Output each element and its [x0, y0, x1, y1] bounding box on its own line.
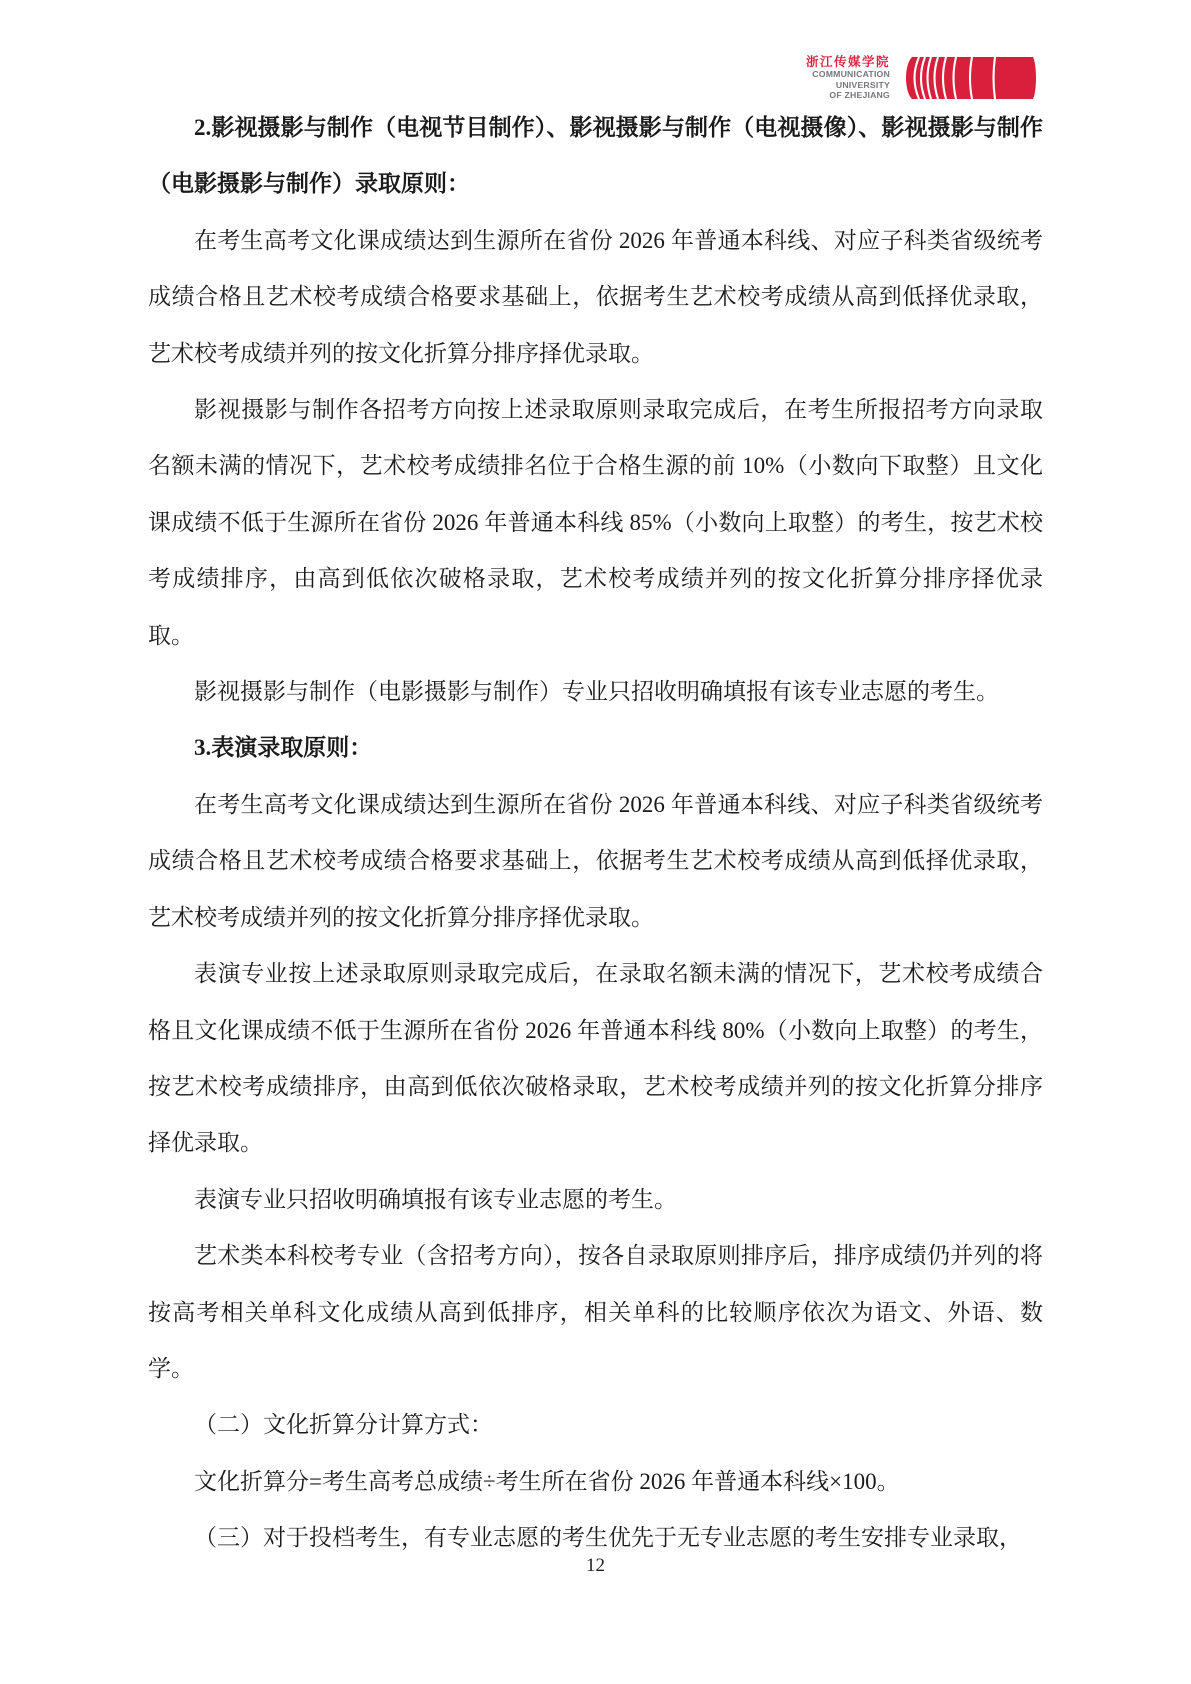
page-number: 12 — [586, 1555, 605, 1576]
university-name-chinese: 浙江传媒学院 — [805, 54, 890, 69]
section-heading-3: 3.表演录取原则： — [194, 735, 373, 761]
doc-paragraph: 在考生高考文化课成绩达到生源所在省份 2026 年普通本科线、对应子科类省级统考成绩合格且艺术校考成绩合格要求基础上，依据考生艺术校考成绩从高到低择优录取，艺术校考成绩并列的按文化折算分排序择优录取。 — [148, 227, 1043, 366]
document-body — [148, 100, 1043, 1567]
doc-paragraph: 表演专业只招收明确填报有该专业志愿的考生。 — [194, 1186, 677, 1212]
logo-flag-icon — [899, 56, 1039, 100]
doc-paragraph: 表演专业按上述录取原则录取完成后，在录取名额未满的情况下，艺术校考成绩合格且文化课成绩不低于生源所在省份 2026 年普通本科线 80%（小数向上取整）的考生，按艺术校考成绩排序，由高到低依次破格录取，艺术校考成绩并列的按文化折算分排序择优录取。 — [148, 961, 1043, 1156]
university-logo — [806, 54, 1039, 101]
logo-en-line: OF ZHEJIANG — [829, 90, 890, 100]
doc-paragraph: 艺术类本科校考专业（含招考方向），按各自录取原则排序后，排序成绩仍并列的将按高考相关单科文化成绩从高到低排序，相关单科的比较顺序依次为语文、外语、数学。 — [148, 1243, 1043, 1381]
logo-text-block — [806, 54, 890, 101]
doc-paragraph: 在考生高考文化课成绩达到生源所在省份 2026 年普通本科线、对应子科类省级统考成绩合格且艺术校考成绩合格要求基础上，依据考生艺术校考成绩从高到低择优录取，艺术校考成绩并列的按文化折算分排序择优录取。 — [148, 791, 1043, 930]
doc-paragraph: （二）文化折算分计算方式： — [194, 1412, 493, 1438]
logo-en-line: UNIVERSITY — [835, 79, 890, 90]
doc-paragraph: 影视摄影与制作（电影摄影与制作）专业只招收明确填报有该专业志愿的考生。 — [194, 679, 999, 705]
doc-paragraph: 影视摄影与制作各招考方向按上述录取原则录取完成后，在考生所报招考方向录取名额未满的情况下，艺术校考成绩排名位于合格生源的前 10%（小数向下取整）且文化课成绩不低于生源所在省份 2026 年普通本科线 85%（小数向上取整）的考生，按艺术校考成绩排序，由高到低依次破格录取，艺术校考成绩并列的按文化折算分排序择优录取。 — [148, 397, 1043, 648]
doc-paragraph: （三）对于投档考生，有专业志愿的考生优先于无专业志愿的考生安排专业录取， — [194, 1525, 1022, 1551]
university-name-english — [812, 69, 890, 101]
logo-en-line: COMMUNICATION — [812, 69, 890, 79]
section-heading-2: 2.影视摄影与制作（电视节目制作）、影视摄影与制作（电视摄像）、影视摄影与制作（电影摄影与制作）录取原则： — [148, 115, 1043, 197]
doc-paragraph: 文化折算分=考生高考总成绩÷考生所在省份 2026 年普通本科线×100。 — [194, 1468, 900, 1494]
